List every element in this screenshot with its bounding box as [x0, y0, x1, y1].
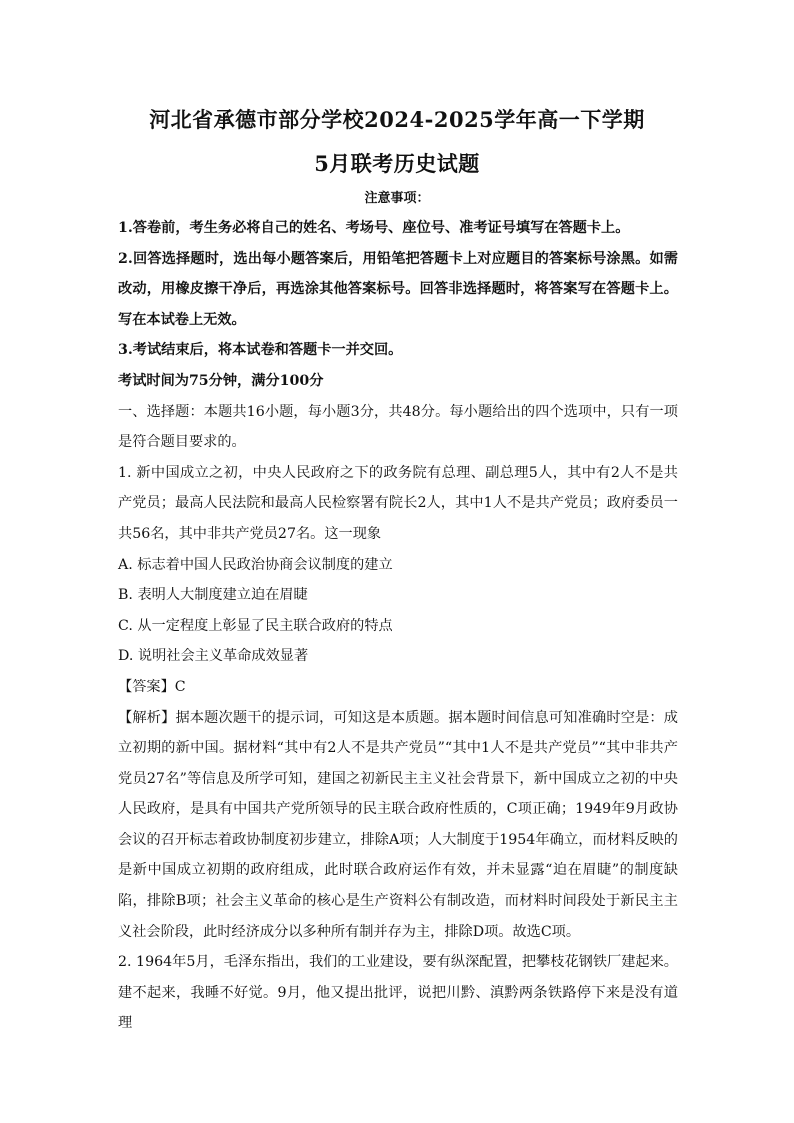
question-1-answer: 【答案】C: [118, 678, 186, 695]
question-1-option-b: B. 表明人大制度建立迫在眉睫: [118, 587, 308, 604]
question-1-option-c: C. 从一定程度上彰显了民主联合政府的特点: [118, 617, 393, 634]
document-title-line-2: 5月联考历史试题: [314, 151, 480, 176]
question-1-option-d: D. 说明社会主义革命成效显著: [118, 648, 309, 665]
question-1-analysis: 【解析】据本题次题干的提示词，可知这是本质题。据本题时间信息可知准确时空是：成立初期的新中国。据材料“其中有2人不是共产党员”“其中1人不是共产党员”“其中非共产党员27名”等信息及所学可知，建国之初新民主主义社会背景下，新中国成立之初的中央人民政府，是具有中国共产党所领导的民主联合政府性质的，C项正确；1949年9月政协会议的召开标志着政协制度初步建立，排除A项；人大制度于1954年确立，而材料反映的是新中国成立初期的政府组成，此时联合政府运作有效，并未显露“迫在眉睫”的制度缺陷，排除B项；社会主义革命的核心是生产资料公有制改造，而材料时间段处于新民主主义社会阶段，此时经济成分以多种所有制并存为主，排除D项。故选C项。: [118, 709, 678, 940]
notice-item-3: 3.考试结束后，将本试卷和答题卡一并交回。: [118, 342, 403, 359]
exam-time-info: 考试时间为75分钟，满分100分: [118, 372, 324, 389]
question-1-stem: 1. 新中国成立之初，中央人民政府之下的政务院有总理、副总理5人，其中有2人不是共产党员；最高人民法院和最高人民检察署有院长2人，其中1人不是共产党员；政府委员一共56名，其中非共产党员27名。这一现象: [118, 464, 678, 542]
document-body: [118, 213, 678, 1039]
notice-item-2: 2.回答选择题时，选出每小题答案后，用铅笔把答题卡上对应题目的答案标号涂黑。如需改动，用橡皮擦干净后，再选涂其他答案标号。回答非选择题时，将答案写在答题卡上。写在本试卷上无效。: [118, 250, 678, 328]
notice-item-1: 1.答卷前，考生务必将自己的姓名、考场号、座位号、准考证号填写在答题卡上。: [118, 220, 630, 236]
section-intro: 一、选择题：本题共16小题，每小题3分，共48分。每小题给出的四个选项中，只有一项是符合题目要求的。: [118, 403, 678, 451]
question-1-option-a: A. 标志着中国人民政治协商会议制度的建立: [118, 556, 393, 573]
notice-heading: 注意事项：: [364, 191, 430, 206]
question-2-stem: 2. 1964年5月，毛泽东指出，我们的工业建设，要有纵深配置，把攀枝花钢铁厂建起来。建不起来，我睡不好觉。9月，他又提出批评，说把川黔、滇黔两条铁路停下来是没有道理: [118, 954, 678, 1032]
document-title-line-1: 河北省承德市部分学校2024-2025学年高一下学期: [149, 107, 645, 132]
